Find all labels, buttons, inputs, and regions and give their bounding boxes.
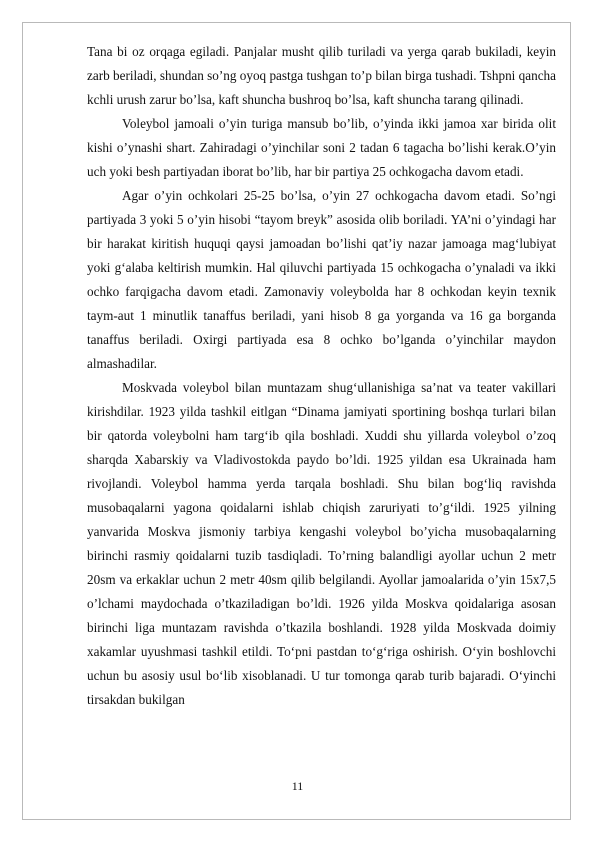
document-body: [87, 40, 556, 712]
paragraph-3: Agar o’yin ochkolari 25-25 bo’lsa, o’yin 27 ochkogacha davom etadi. So’ngi partiyada 3 yoki 5 o’yin hisobi “tayom breyk” asosida olib boriladi. YA’ni o’yindagi har bir harakat kiritish huquqi qaysi jamoadan bo’lishi qat’iy nazar jamoaga mag‘lubiyat yoki g‘alaba keltirish mumkin. Hal qiluvchi partiyada 15 ochkogacha o’ynaladi va ikki ochko farqigacha davom etadi. Zamonaviy voleybolda har 8 ochkodan keyin texnik taym-aut 1 minutlik tanaffus beriladi, yani hisob 8 ga yorganda va 16 ga borganda tanaffus beriladi. Oxirgi partiyada esa 8 ochko bo’lganda o’yinchilar maydon almashadilar.: [87, 188, 556, 371]
paragraph-2: Voleybol jamoali o’yin turiga mansub bo’lib, o’yinda ikki jamoa xar birida olit kishi o’ynashi shart. Zahiradagi o’yinchilar soni 2 tadan 6 tagacha bo’lishi kerak.O’yin uch yoki besh partiyadan iborat bo’lib, har bir partiya 25 ochkogacha davom etadi.: [87, 116, 556, 179]
page-number: 11: [291, 779, 304, 793]
paragraph-4: Moskvada voleybol bilan muntazam shug‘ullanishiga sa’nat va teater vakillari kirishdilar. 1923 yilda tashkil eitlgan “Dinama jamiyati sportining boshqa turlari bilan bir qatorda voleybolni ham targ‘ib qila boshladi. Xuddi shu yillarda voleybol o’zoq sharqda Xabarskiy va Vladivostokda paydo bo’ldi. 1925 yildan esa Ukrainada ham rivojlandi. Voleybol hamma yerda tarqala boshladi. Shu bilan bog‘liq ravishda musobaqalarni yagona qoidalarni ishlab chiqish zaruriyati to’g‘ildi. 1925 yilning yanvarida Moskva jismoniy tarbiya kengashi voleybol bo’yicha musobaqalarning birinchi rasmiy qoidalarni tuzib tasdiqladi. To’rning balandligi ayollar uchun 2 metr 20sm va erkaklar uchun 2 metr 40sm qilib belgilandi. Ayollar jamoalarida o’yin 15x7,5 o’lchami maydochada o’tkaziladigan bo’ldi. 1926 yilda Moskva qoidalariga asosan birinchi liga muntazam ravishda o’tkazila boshlandi. 1928 yilda Moskvada doimiy xakamlar uyushmasi tashkil etildi. To‘pni pastdan to‘g‘riga oshirish. O‘yin boshlovchi uchun bu asosiy usul bo‘lib xisoblanadi. U tur tomonga qarab turib bajaradi. O‘yinchi tirsakdan bukilgan: [87, 380, 556, 707]
paragraph-1: Tana bi oz orqaga egiladi. Panjalar musht qilib turiladi va yerga qarab bukiladi, keyin zarb beriladi, shundan so’ng oyoq pastga tushgan to’p bilan birga tushadi. Tshpni qancha kchli urush zarur bo’lsa, kaft shuncha bushroq bo’lsa, kaft shuncha tarang qilinadi.: [87, 44, 556, 107]
